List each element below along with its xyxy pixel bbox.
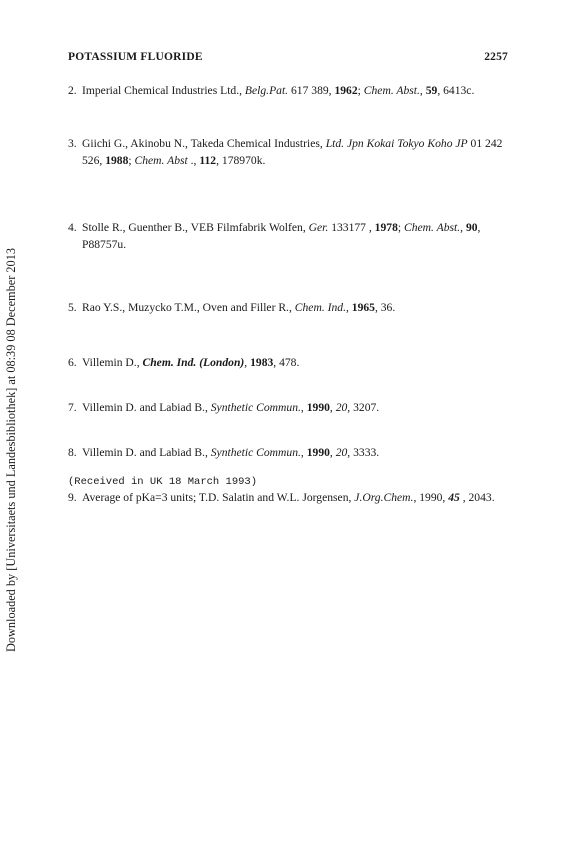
- reference-segment: ,: [329, 446, 336, 459]
- reference-segment: ,: [244, 356, 251, 369]
- reference-segment: Imperial Chemical Industries Ltd.,: [82, 84, 245, 97]
- reference-segment: ,: [460, 221, 466, 234]
- reference-segment: J.Org.Chem.: [354, 491, 414, 504]
- reference-segment: 1990: [306, 446, 330, 459]
- reference-item: [68, 299, 513, 316]
- reference-text: [82, 299, 513, 316]
- reference-segment: ,: [419, 84, 426, 97]
- reference-segment: , 6413c.: [437, 84, 475, 97]
- reference-number: 6.: [68, 356, 77, 369]
- reference-text: [82, 82, 513, 99]
- reference-segment: Ger.: [308, 221, 329, 234]
- reference-segment: , 1990,: [413, 491, 449, 504]
- reference-text: [82, 135, 513, 169]
- reference-segment: , P88757u.: [82, 221, 481, 251]
- page-header: [68, 51, 508, 63]
- reference-segment: Villemin D. and Labiad B.,: [82, 446, 211, 459]
- reference-segment: Rao Y.S., Muzycko T.M., Oven and Filler R.,: [82, 301, 295, 314]
- reference-segment: Ltd. Jpn Kokai Tokyo Koho JP: [325, 137, 468, 150]
- reference-segment: Chem. Abst.: [403, 221, 461, 234]
- reference-number: 2.: [68, 84, 77, 97]
- reference-segment: 45: [448, 491, 460, 504]
- reference-number: 4.: [68, 221, 77, 234]
- reference-segment: ;: [128, 154, 135, 167]
- reference-segment: ;: [397, 221, 404, 234]
- page-number: 2257: [484, 51, 508, 63]
- reference-segment: Stolle R., Guenther B., VEB Filmfabrik Wolfen,: [82, 221, 309, 234]
- reference-segment: , 3207.: [347, 401, 380, 414]
- reference-number: 9.: [68, 491, 77, 504]
- reference-text: [82, 489, 513, 506]
- reference-item: [68, 444, 513, 461]
- reference-segment: 1965: [351, 301, 375, 314]
- reference-segment: 1962: [334, 84, 358, 97]
- reference-item: [68, 354, 513, 371]
- reference-number: 8.: [68, 446, 77, 459]
- reference-segment: ;: [357, 84, 364, 97]
- reference-text: [82, 444, 513, 461]
- reference-item: [68, 82, 513, 99]
- reference-segment: , 478.: [273, 356, 300, 369]
- reference-segment: 112: [199, 154, 217, 167]
- reference-segment: .,: [187, 154, 200, 167]
- reference-segment: ,: [300, 401, 307, 414]
- reference-list: [68, 82, 513, 506]
- reference-segment: 1988: [105, 154, 129, 167]
- reference-segment: ,: [345, 301, 352, 314]
- reference-segment: ,: [300, 446, 307, 459]
- reference-segment: Chem. Ind. (London): [142, 356, 245, 369]
- running-title: POTASSIUM FLUORIDE: [68, 51, 203, 63]
- reference-segment: , 178970k.: [216, 154, 266, 167]
- reference-segment: , 36.: [374, 301, 396, 314]
- reference-segment: Chem. Ind.: [294, 301, 346, 314]
- reference-segment: Villemin D.,: [82, 356, 143, 369]
- reference-segment: 133177 ,: [328, 221, 375, 234]
- reference-text: [82, 354, 513, 371]
- reference-text: [82, 219, 513, 253]
- reference-segment: Average of pKa=3 units; T.D. Salatin and W.L. Jorgensen,: [82, 491, 355, 504]
- reference-number: 5.: [68, 301, 77, 314]
- reference-item: [68, 219, 513, 253]
- reference-segment: ,: [329, 401, 336, 414]
- reference-item: [68, 489, 513, 506]
- reference-segment: Chem. Abst: [134, 154, 188, 167]
- reference-segment: Synthetic Commun.: [210, 401, 301, 414]
- reference-segment: 1983: [250, 356, 274, 369]
- reference-segment: Giichi G., Akinobu N., Takeda Chemical Industries,: [82, 137, 326, 150]
- reference-segment: 20: [335, 446, 348, 459]
- download-watermark: Downloaded by [Universitaets und Landesbibliothek] at 08:39 08 December 2013: [4, 248, 18, 652]
- reference-segment: 01 242 526,: [82, 137, 503, 167]
- reference-segment: 90: [465, 221, 478, 234]
- reference-text: [82, 399, 513, 416]
- reference-segment: , 3333.: [347, 446, 380, 459]
- reference-segment: 617 389,: [288, 84, 335, 97]
- reference-item: [68, 135, 513, 169]
- reference-segment: Synthetic Commun.: [210, 446, 301, 459]
- reference-segment: 20: [335, 401, 348, 414]
- reference-segment: Belg.Pat.: [244, 84, 289, 97]
- reference-segment: 59: [425, 84, 438, 97]
- received-date: (Received in UK 18 March 1993): [68, 476, 258, 488]
- reference-segment: 1978: [374, 221, 398, 234]
- reference-segment: 1990: [306, 401, 330, 414]
- reference-segment: Chem. Abst.: [363, 84, 420, 97]
- reference-number: 3.: [68, 137, 77, 150]
- reference-segment: Villemin D. and Labiad B.,: [82, 401, 211, 414]
- reference-number: 7.: [68, 401, 77, 414]
- reference-segment: , 2043.: [459, 491, 495, 504]
- reference-item: [68, 399, 513, 416]
